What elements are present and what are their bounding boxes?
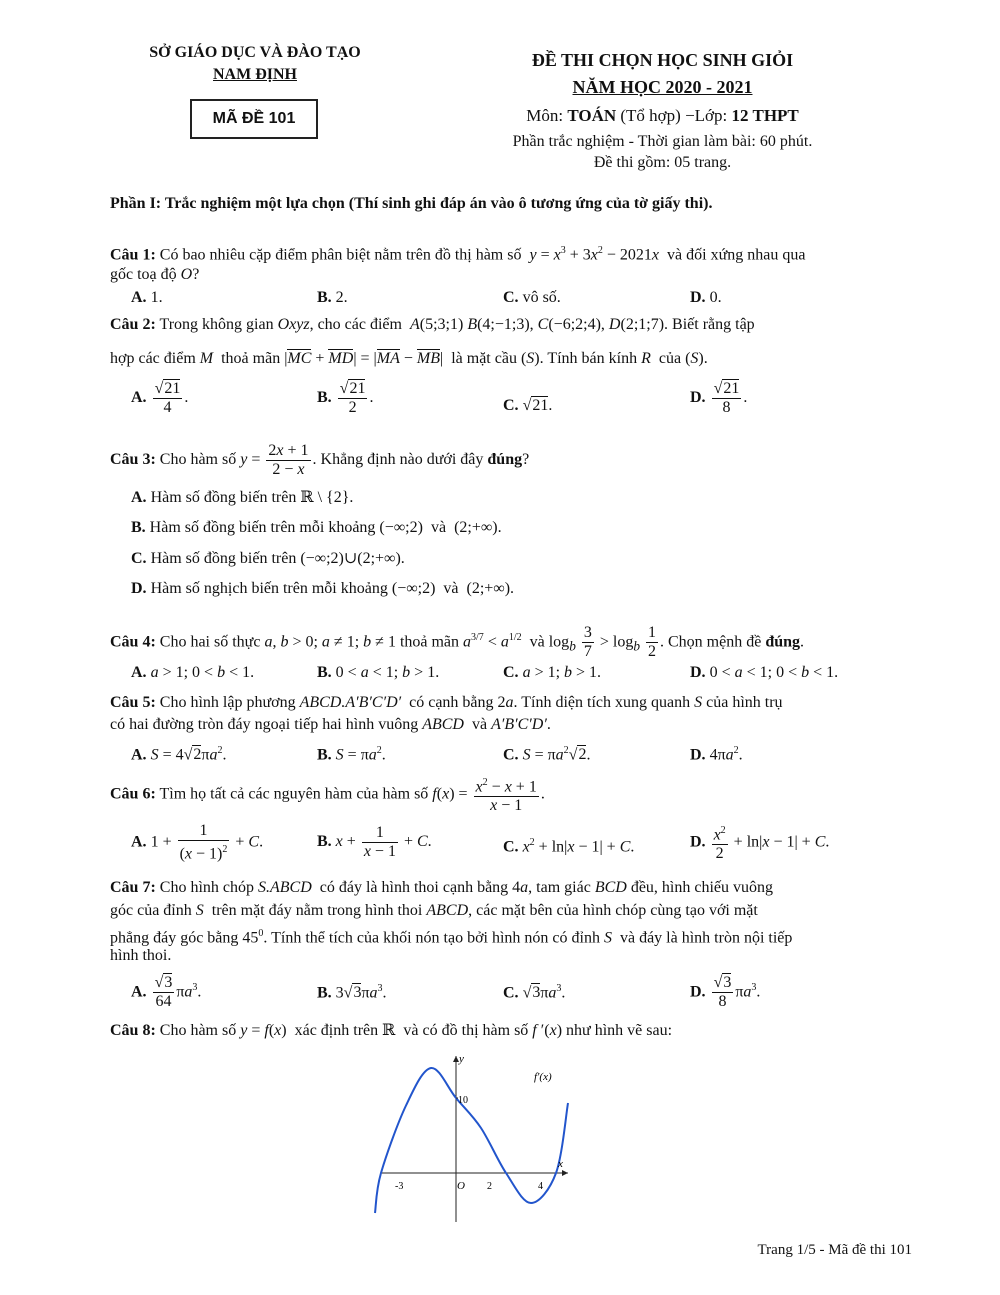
q2-option-d: D. $\frac{√21}{8}$ . xyxy=(690,380,748,416)
q5-option-d: D. $4\pi a^2$. xyxy=(690,745,743,764)
question-7-line3: phẳng đáy góc bằng $45^0$. Tính thể tích của khối nón tạo bởi hình nón có đỉnh S và đáy là hình tròn nội tiếp xyxy=(110,928,793,947)
q1-option-b: B. 2. xyxy=(317,289,348,306)
q5-option-b: B. $S = \pi a^2$. xyxy=(317,745,386,764)
question-2-line2: hợp các điểm M thoả mãn |MC + MD| = |MA − MB| là mặt cầu (S). Tính bán kính R của (S). xyxy=(110,350,708,367)
derivative-graph xyxy=(370,1050,580,1225)
q3-option-a: A. Hàm số đồng biến trên ℝ \ {2}. xyxy=(131,489,354,506)
y-axis-label: y xyxy=(459,1053,464,1065)
q6-option-a: A. 1 + $\frac{1}{(x - 1)^2}$ + C. xyxy=(131,822,264,863)
question-7: Câu 7: Cho hình chóp S.ABCD có đáy là hình thoi cạnh bằng 4a, tam giác BCD đều, hình chiếu vuông xyxy=(110,879,774,896)
tick-label-neg3: -3 xyxy=(395,1181,404,1192)
q4-option-c: C. a > 1; b > 1. xyxy=(503,664,602,681)
q7-option-c: C. $√3\pi a^3$. xyxy=(503,983,566,1002)
x-axis-label: x xyxy=(558,1158,563,1170)
school-year: NĂM HỌC 2020 - 2021 xyxy=(572,77,753,97)
pages-info: Đề thi gồm: 05 trang. xyxy=(593,154,732,171)
q5-option-c: C. $S = \pi a^2√2$. xyxy=(503,745,591,764)
time-info: Phần trắc nghiệm - Thời gian làm bài: 60 phút. xyxy=(512,133,813,150)
q6-option-d: D. $\frac{x^2}{2}$ + ln|x − 1| + C. xyxy=(690,822,829,863)
subject-line: Môn: TOÁN (Tổ hợp) −Lớp: 12 THPT xyxy=(526,106,799,125)
q6-option-c: C. $x^2 + \ln|x - 1| + C$. xyxy=(503,837,635,856)
q2-option-a: A. $\frac{√21}{4}$ . xyxy=(131,380,189,416)
question-5: Câu 5: Cho hình lập phương ABCD.A′B′C′D′ có cạnh bằng 2a. Tính diện tích xung quanh S của hình trụ xyxy=(110,694,783,711)
question-8: Câu 8: Cho hàm số y = f(x) xác định trên ℝ và có đồ thị hàm số f ′(x) như hình vẽ sau: xyxy=(110,1022,673,1039)
tick-label-4: 4 xyxy=(538,1181,543,1192)
q5-option-a: A. $S = 4√2\pi a^2$. xyxy=(131,745,227,764)
question-7-line2: góc của đỉnh S trên mặt đáy nằm trong hình thoi ABCD, các mặt bên của hình chóp cùng tạo với mặt xyxy=(110,902,758,919)
q7-option-d: D. $\frac{√3}{8}$ $\pi a^3$. xyxy=(690,974,761,1011)
origin-label: O xyxy=(457,1180,465,1192)
q3-option-b: B. Hàm số đồng biến trên mỗi khoảng (−∞;2) và (2;+∞). xyxy=(131,519,502,536)
q4-option-b: B. 0 < a < 1; b > 1. xyxy=(317,664,440,681)
q1-option-a: A. 1. xyxy=(131,289,163,306)
section-title: Phần I: Trắc nghiệm một lựa chọn (Thí sinh ghi đáp án vào ô tương ứng của tờ giấy thi). xyxy=(110,195,713,212)
q7-option-b: B. $3√3\pi a^3$. xyxy=(317,983,387,1002)
question-2: Câu 2: Trong không gian Oxyz, cho các điểm A(5;3;1) B(4;−1;3), C(−6;2;4), D(2;1;7). Biết rằng tập xyxy=(110,316,755,333)
dept-name: SỞ GIÁO DỤC VÀ ĐÀO TẠO xyxy=(149,44,361,61)
q2-option-c: C. √21. xyxy=(503,397,553,414)
q3-option-c: C. Hàm số đồng biến trên (−∞;2)∪(2;+∞). xyxy=(131,550,405,567)
q6-option-b: B. x + $\frac{1}{x - 1}$ + C. xyxy=(317,823,432,860)
series-label: f'(x) xyxy=(534,1071,552,1083)
q1-option-d: D. 0. xyxy=(690,289,722,306)
q3-option-d: D. Hàm số nghịch biến trên mỗi khoảng (−∞;2) và (2;+∞). xyxy=(131,580,515,597)
question-5-line2: có hai đường tròn đáy ngoại tiếp hai hình vuông ABCD và A′B′C′D′. xyxy=(110,716,551,733)
page-footer: Trang 1/5 - Mã đề thi 101 xyxy=(757,1242,912,1258)
exam-title: ĐỀ THI CHỌN HỌC SINH GIỎI xyxy=(531,50,794,70)
question-1-line2: gốc toạ độ O? xyxy=(110,266,200,283)
question-1: Câu 1: Có bao nhiêu cặp điểm phân biệt nằm trên đồ thị hàm số $y = x^3 + 3x^2 - 2021x$ và đối xứng nhau qua xyxy=(110,245,806,264)
question-3: Câu 3: Cho hàm số y = $\frac{2x + 1}{2 - x}$ . Khẳng định nào dưới đây đúng? xyxy=(110,441,530,478)
q4-option-d: D. 0 < a < 1; 0 < b < 1. xyxy=(690,664,839,681)
tick-label-2: 2 xyxy=(487,1181,492,1192)
q1-option-c: C. vô số. xyxy=(503,289,561,306)
q7-option-a: A. $\frac{√3}{64}$ $\pi a^3$. xyxy=(131,974,202,1011)
question-7-line4: hình thoi. xyxy=(110,947,172,964)
question-6: Câu 6: Tìm họ tất cả các nguyên hàm của hàm số f(x) = $\frac{x^2 - x + 1}{x - 1}$ . xyxy=(110,774,912,815)
q2-option-b: B. $\frac{√21}{2}$ . xyxy=(317,380,374,416)
tick-label-10: 10 xyxy=(458,1095,468,1106)
exam-code-box: MÃ ĐỀ 101 xyxy=(190,99,318,139)
q4-option-a: A. a > 1; 0 < b < 1. xyxy=(131,664,255,681)
dept-province: NAM ĐỊNH xyxy=(213,66,297,83)
question-4: Câu 4: Cho hai số thực a, b > 0; a ≠ 1; b ≠ 1 thoả mãn $a^{3/7} < a^{1/2}$ và $\log_b$ $\frac{3}{7}$ > $\log_b$ $\frac{1}{2}$ . Chọn mệnh đề đúng. xyxy=(110,624,805,661)
